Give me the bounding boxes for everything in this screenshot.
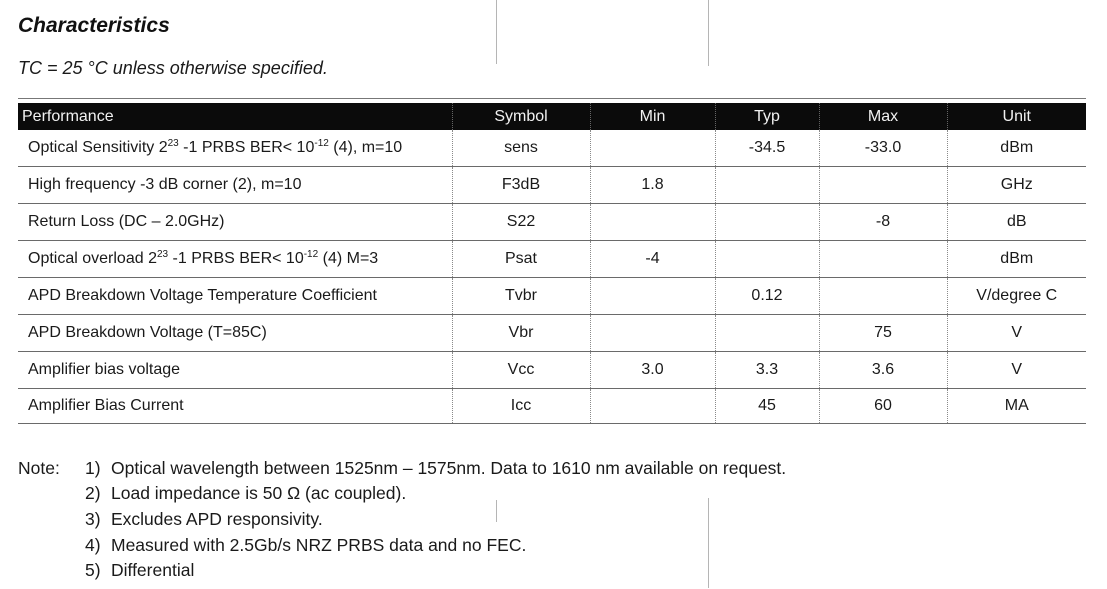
unit-cell: dBm [947,130,1086,167]
note-item: 5) Differential [85,560,195,580]
max-cell: 60 [819,389,947,424]
unit-cell: V/degree C [947,278,1086,315]
table-header-row [18,103,1086,130]
characteristics-table [18,103,1086,424]
scan-artifact-line [496,500,497,522]
column-header-typ: Typ [715,103,819,130]
section-title: Characteristics [18,14,170,37]
unit-cell: dB [947,204,1086,241]
symbol-cell: Tvbr [452,278,590,315]
typ-cell: 3.3 [715,352,819,389]
symbol-cell: S22 [452,204,590,241]
min-cell [590,389,715,424]
scan-artifact-line [708,0,709,66]
table-row [18,315,1086,352]
table-top-rule [18,98,1086,99]
unit-cell: dBm [947,241,1086,278]
max-cell: -33.0 [819,130,947,167]
typ-cell: -34.5 [715,130,819,167]
table-row [18,130,1086,167]
min-cell [590,204,715,241]
note-item: 1) Optical wavelength between 1525nm – 1575nm. Data to 1610 nm available on request. [85,458,787,478]
note-item: 3) Excludes APD responsivity. [85,509,323,529]
min-cell [590,130,715,167]
symbol-cell: Vbr [452,315,590,352]
symbol-cell: Psat [452,241,590,278]
unit-cell: V [947,352,1086,389]
max-cell: 75 [819,315,947,352]
column-header-max: Max [819,103,947,130]
max-cell [819,167,947,204]
column-header-unit: Unit [947,103,1086,130]
conditions-subtitle: TC = 25 °C unless otherwise specified. [18,58,328,78]
typ-cell: 0.12 [715,278,819,315]
min-cell [590,315,715,352]
symbol-cell: F3dB [452,167,590,204]
scan-artifact-line [708,498,709,588]
parameter-cell: Optical overload $2^{23}$ -1 PRBS $BER< 10^{-12}$ (4) M=3 [18,241,452,278]
max-cell [819,241,947,278]
unit-cell: V [947,315,1086,352]
typ-cell [715,167,819,204]
table-row [18,352,1086,389]
parameter-cell: High frequency -3 dB corner (2), m=10 [18,167,452,204]
note-item: 2) Load impedance is 50 Ω (ac coupled). [85,483,407,503]
max-cell: 3.6 [819,352,947,389]
table-row [18,389,1086,424]
table-row [18,204,1086,241]
column-header-symbol: Symbol [452,103,590,130]
max-cell [819,278,947,315]
column-header-performance: Performance [18,103,452,130]
table-row [18,167,1086,204]
parameter-cell: Return Loss (DC – 2.0GHz) [18,204,452,241]
parameter-cell: Amplifier bias voltage [18,352,452,389]
typ-cell: 45 [715,389,819,424]
parameter-cell: APD Breakdown Voltage (T=85C) [18,315,452,352]
min-cell: 1.8 [590,167,715,204]
scan-artifact-line [496,0,497,64]
table-row [18,278,1086,315]
max-cell: -8 [819,204,947,241]
notes-label: Note: [18,458,60,478]
min-cell: -4 [590,241,715,278]
note-item: 4) Measured with 2.5Gb/s NRZ PRBS data and no FEC. [85,535,527,555]
parameter-cell: Amplifier Bias Current [18,389,452,424]
typ-cell [715,204,819,241]
min-cell [590,278,715,315]
typ-cell [715,241,819,278]
unit-cell: MA [947,389,1086,424]
symbol-cell: Icc [452,389,590,424]
min-cell: 3.0 [590,352,715,389]
parameter-cell: Optical Sensitivity $2^{23}$ -1 PRBS $BER< 10^{-12}$ (4), m=10 [18,130,452,167]
unit-cell: GHz [947,167,1086,204]
typ-cell [715,315,819,352]
symbol-cell: Vcc [452,352,590,389]
symbol-cell: sens [452,130,590,167]
table-row [18,241,1086,278]
column-header-min: Min [590,103,715,130]
parameter-cell: APD Breakdown Voltage Temperature Coefficient [18,278,452,315]
